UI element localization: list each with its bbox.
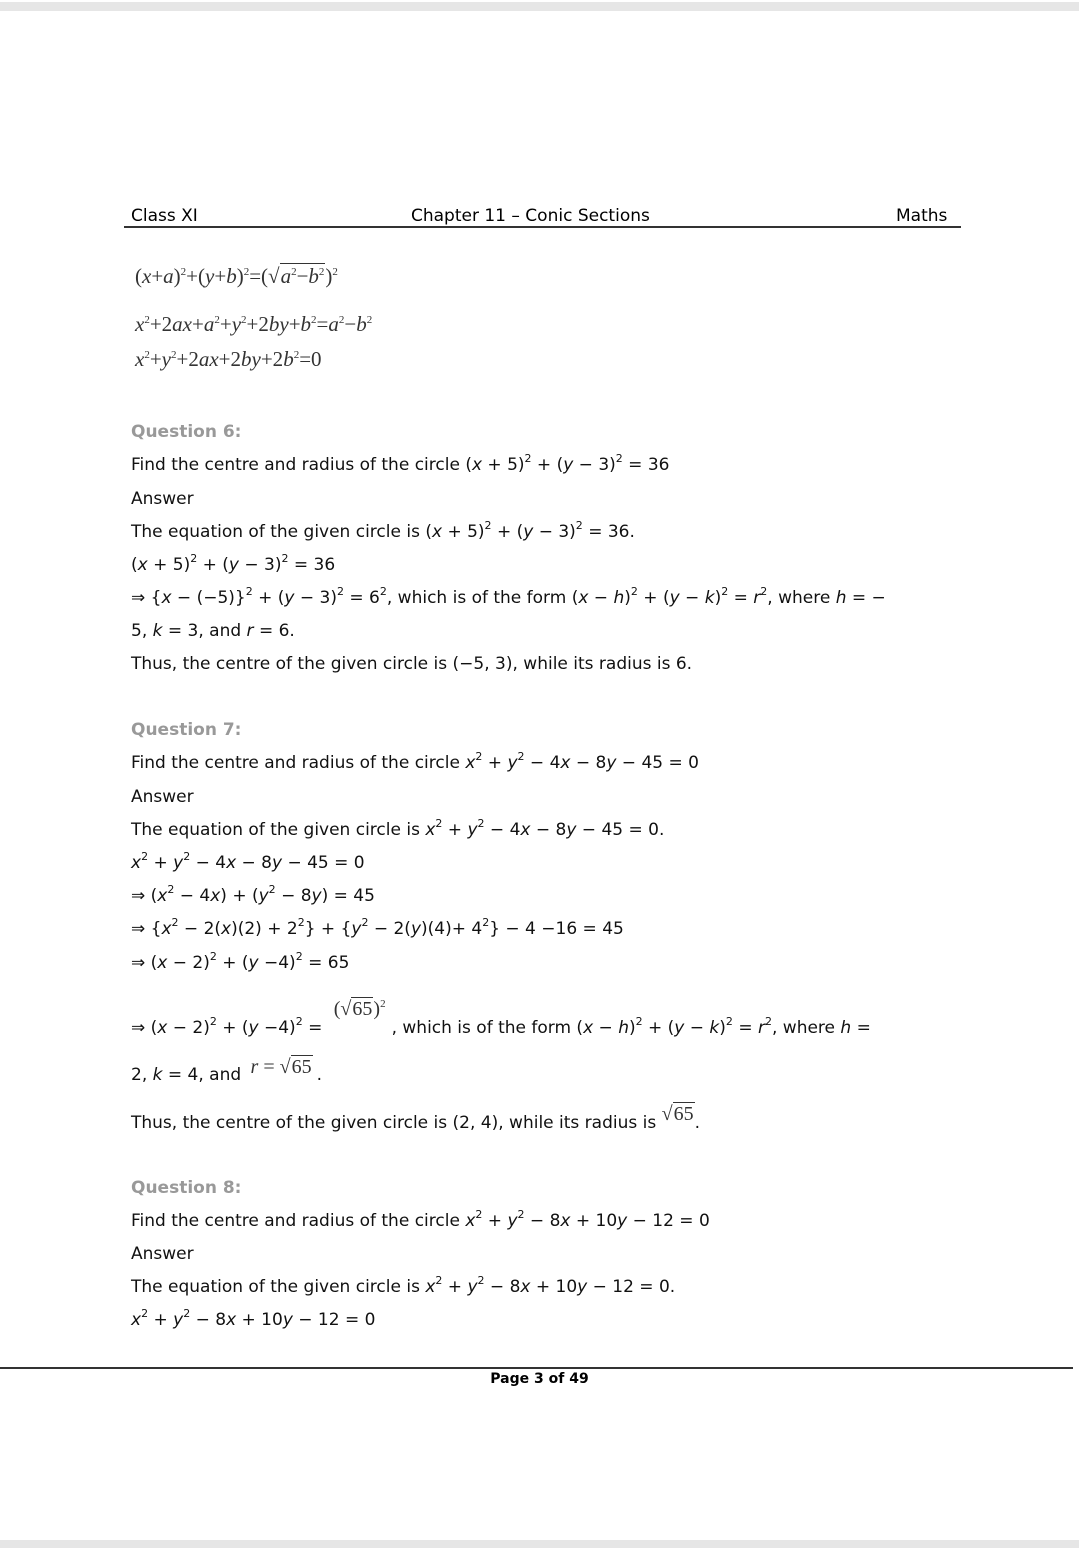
question-6-answer-label: Answer: [131, 489, 194, 509]
question-8-line-2: $x^2 + y^2 - 8x + 10y - 12 = 0$: [131, 1307, 376, 1330]
question-6-prompt: Find the centre and radius of the circle $(x + 5)^2 + (y - 3)^2 = 36$: [131, 452, 670, 475]
page-number: Page 3 of 49: [490, 1371, 589, 1387]
question-7-line-2: $x^2 + y^2 - 4x - 8y - 45 = 0$: [131, 850, 365, 873]
question-8-answer-label: Answer: [131, 1244, 194, 1264]
equation-line-1: $(x+a)^2+(y+b)^2=(√a^2-b^2)^2$: [135, 264, 338, 288]
equation-line-2: $x^2+2ax+a^2+y^2+2by+b^2=a^2-b^2$: [135, 312, 373, 336]
header-class: Class XI: [131, 206, 198, 226]
question-7-line-5: ⇒ $(x - 2)^2 + (y -4)^2 = 65$: [131, 950, 350, 973]
footer-divider: [0, 1367, 1073, 1369]
question-7-heading: Question 7:: [131, 720, 242, 740]
question-6-line-2: $(x + 5)^2 + (y - 3)^2 = 36$: [131, 552, 336, 575]
viewer-bottom-strip: [0, 1540, 1079, 1548]
question-7-line-6: ⇒ $(x - 2)^2 + (y -4)^2 = (√65)^2$, which is of the form $(x - h)^2 + (y - k)^2 = r^2$, where h =: [131, 998, 871, 1038]
equation-line-3: $x^2+y^2+2ax+2by+2b^2=0$: [135, 347, 322, 371]
question-7-conclusion: Thus, the centre of the given circle is (2, 4), while its radius is √65.: [131, 1103, 701, 1133]
question-7-line-1: The equation of the given circle is $x^2 + y^2 - 4x - 8y - 45 = 0$.: [131, 817, 665, 840]
question-8-prompt: Find the centre and radius of the circle $x^2 + y^2 - 8x + 10y - 12 = 0$: [131, 1208, 710, 1231]
question-8-heading: Question 8:: [131, 1178, 242, 1198]
question-6-conclusion: Thus, the centre of the given circle is (−5, 3), while its radius is 6.: [131, 654, 693, 674]
question-7-line-3: ⇒ $(x^2 - 4x) + (y^2 - 8y) = 45$: [131, 883, 375, 906]
question-7-line-4: ⇒ $\{x^2 - 2(x)(2) + 2^2\} + \{y^2 - 2(y)(4)+ 4^2\} - 4 -16 = 45$: [131, 916, 624, 939]
header-subject: Maths: [896, 206, 948, 226]
question-7-prompt: Find the centre and radius of the circle $x^2 + y^2 - 4x - 8y - 45 = 0$: [131, 750, 699, 773]
question-6-line-1: The equation of the given circle is $(x + 5)^2 + (y - 3)^2 = 36$.: [131, 519, 635, 542]
question-8-line-1: The equation of the given circle is $x^2 + y^2 - 8x + 10y - 12 = 0$.: [131, 1274, 676, 1297]
question-6-line-4: 5, k = 3, and r = 6.: [131, 621, 295, 641]
question-7-line-7: 2, k = 4, and r = √65 .: [131, 1056, 323, 1085]
question-7-answer-label: Answer: [131, 787, 194, 807]
question-6-line-3: ⇒ $\{x - (-5)\}^2 + (y - 3)^2 = 6^2$, which is of the form $(x - h)^2 + (y - k)^2 = r^2$, where h = −: [131, 585, 886, 608]
question-6-heading: Question 6:: [131, 422, 242, 442]
header-chapter: Chapter 11 – Conic Sections: [411, 206, 650, 226]
viewer-top-strip: [0, 2, 1079, 11]
header-divider: [124, 226, 961, 228]
